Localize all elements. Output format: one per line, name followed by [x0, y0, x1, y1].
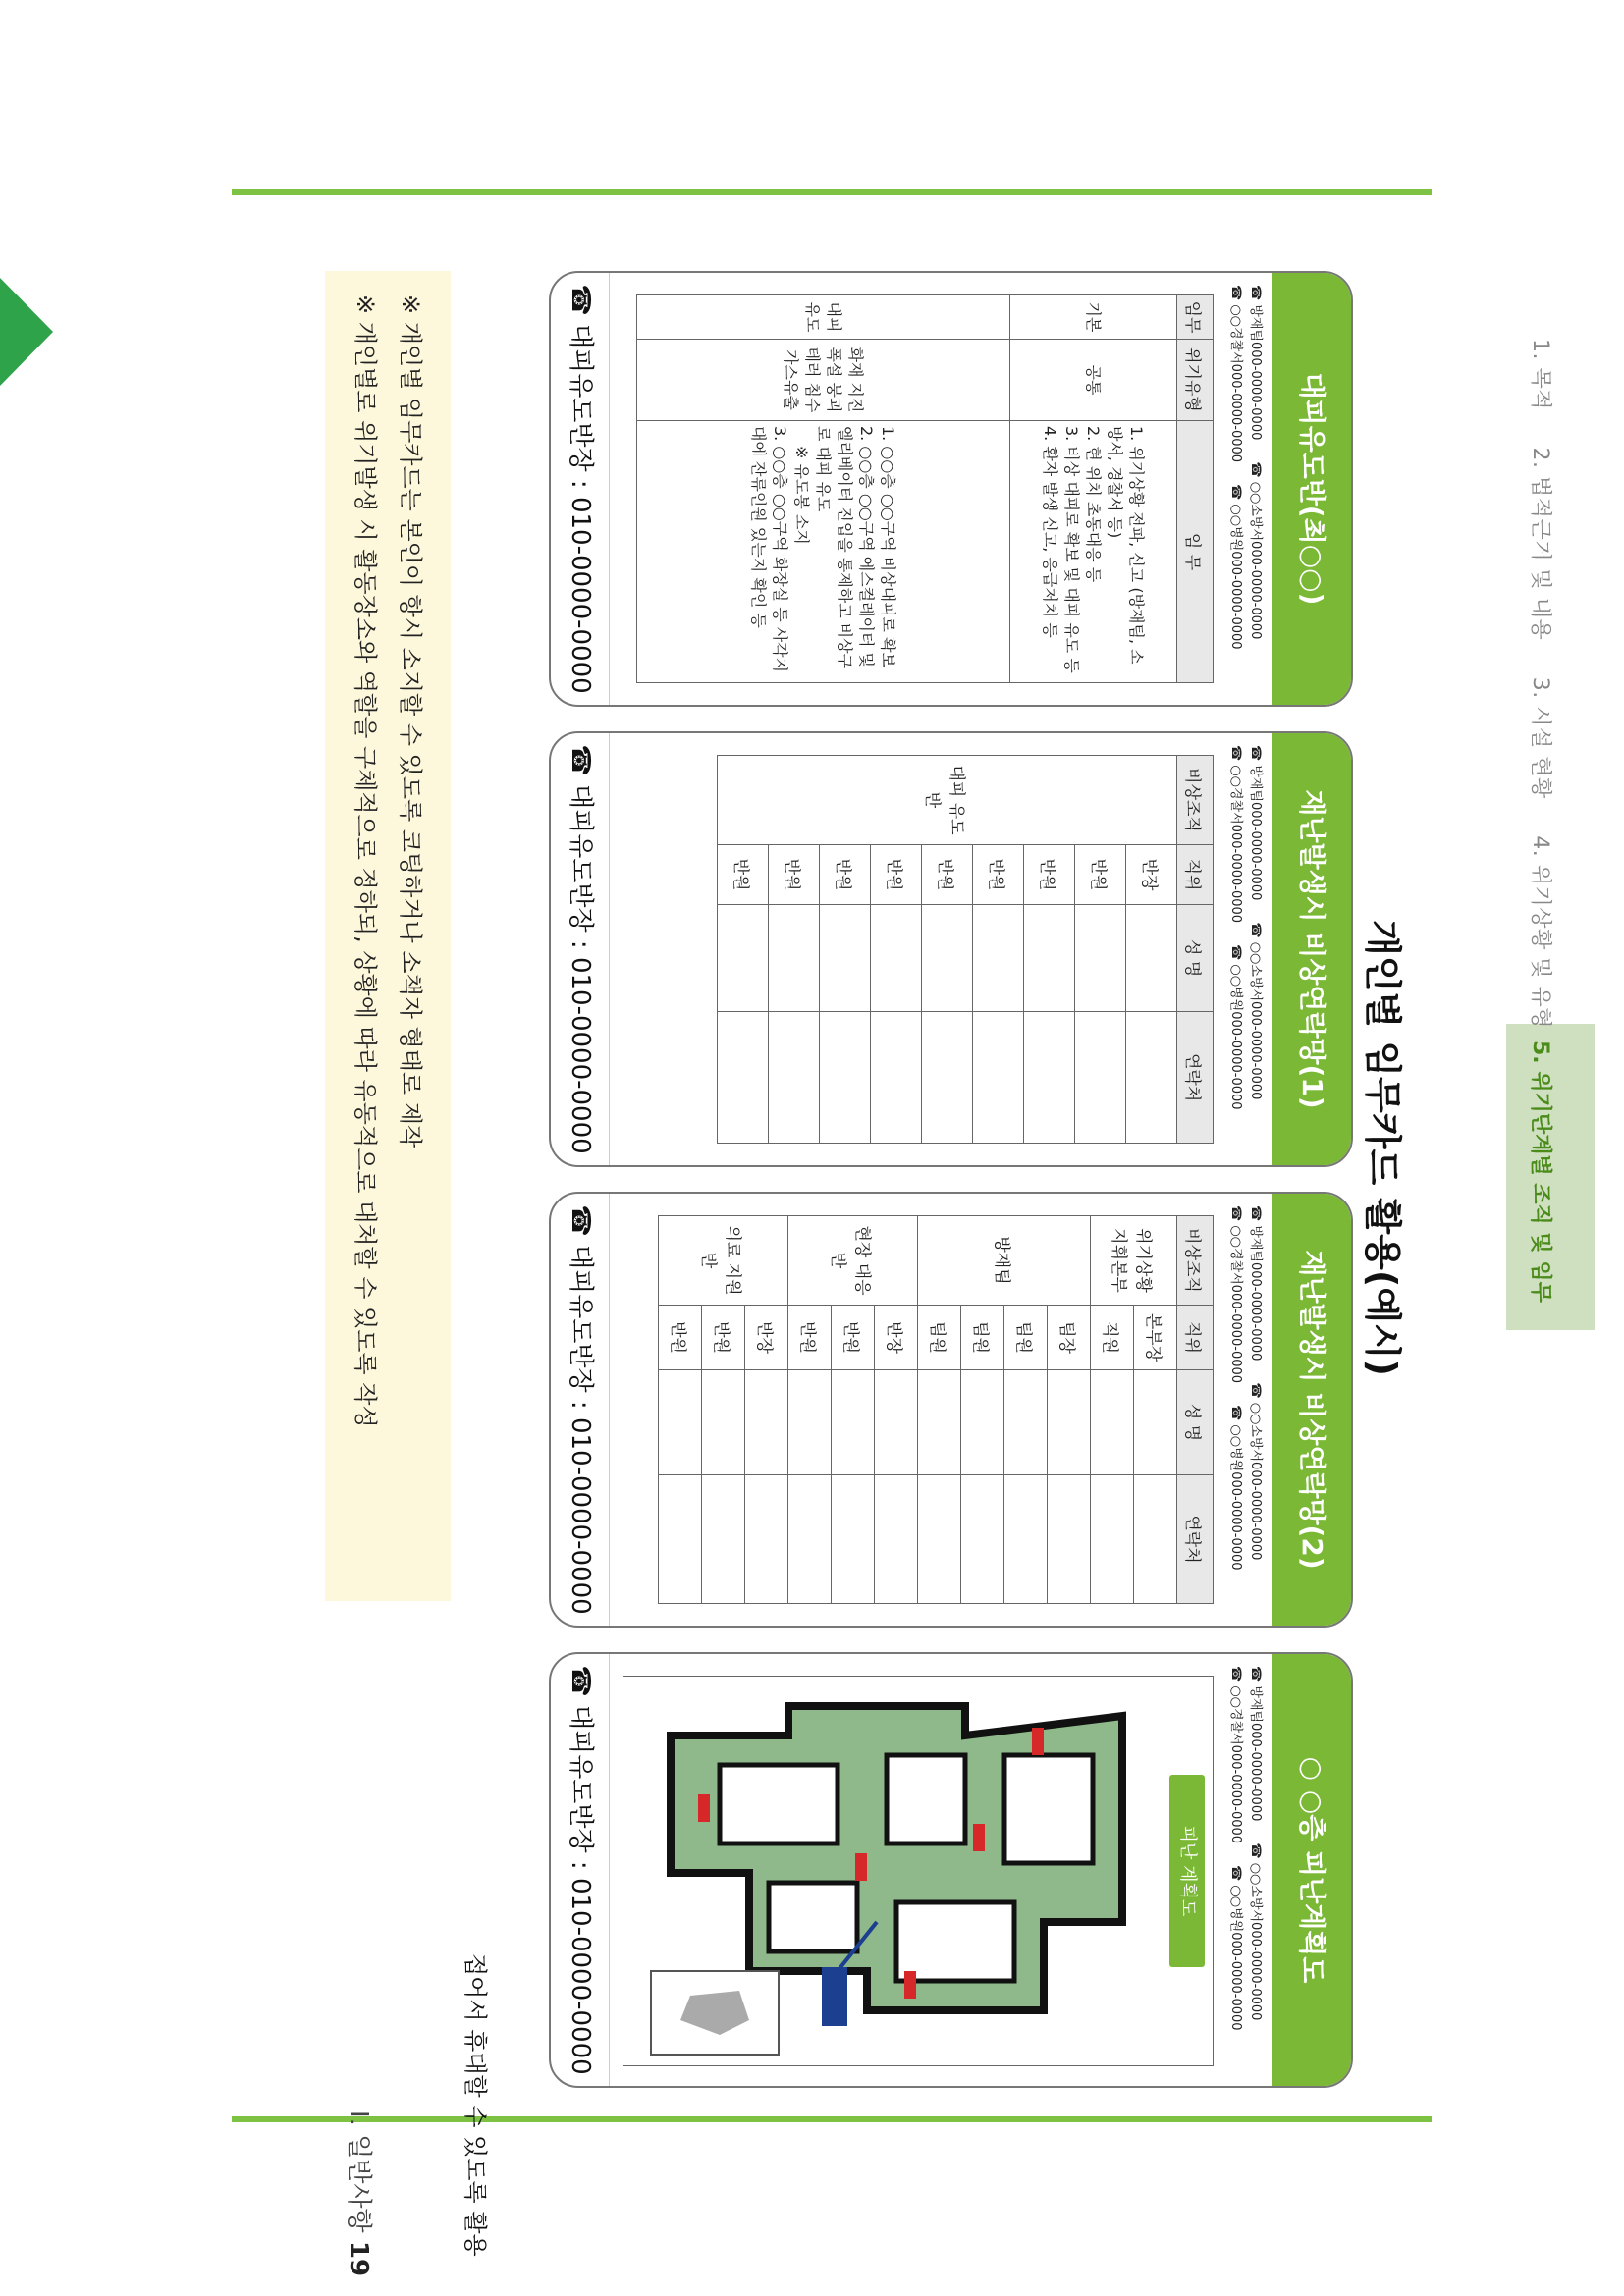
header-cell: 연락처 — [1177, 1012, 1214, 1144]
contact-card-2 — [549, 1192, 1353, 1628]
duty-item: 3. 비상 대피로 확보 및 대피 유도 등 — [1062, 426, 1082, 673]
duty-item: 4. 환자 발생 신고, 응급처치 등 — [1041, 426, 1060, 638]
header-cell: 성 명 — [1177, 905, 1214, 1012]
notes-box — [325, 271, 451, 1601]
contact-cell — [1091, 1475, 1134, 1604]
header-cell: 임 무 — [1177, 421, 1214, 683]
position-cell: 팀원 — [918, 1306, 961, 1370]
contact-cell — [788, 1475, 832, 1604]
header-cell: 직위 — [1177, 1306, 1214, 1370]
page-title: 개인별 임무카드 활용(예시) — [1361, 920, 1404, 1376]
contact-table — [658, 1215, 1214, 1604]
position-cell: 직원 — [1091, 1306, 1134, 1370]
duty-item: 2. 현 위치 초동대응 등 — [1084, 426, 1104, 583]
contact-cell — [745, 1475, 788, 1604]
header-cell: 연락처 — [1177, 1475, 1214, 1604]
nav-item-active[interactable]: 5. 위기단계별 조직 및 임무 — [1528, 1041, 1552, 1303]
position-cell: 반원 — [820, 845, 871, 905]
phone-entry: ☎ ○○병원000-0000-0000 — [1228, 1405, 1243, 1571]
phone-list — [1225, 1205, 1265, 1592]
name-cell — [875, 1370, 918, 1475]
phone-entry: ☎ 방재팀000-0000-0000 — [1248, 745, 1263, 901]
position-cell: 반원 — [973, 845, 1024, 905]
phone-entry: ☎ 방재팀000-0000-0000 — [1248, 1205, 1263, 1362]
org-group: 위기상황 지휘본부 — [1091, 1216, 1177, 1306]
contact-cell — [1048, 1475, 1091, 1604]
name-cell — [659, 1370, 702, 1475]
position-cell: 반장 — [875, 1306, 918, 1370]
org-group: 방재팀 — [918, 1216, 1091, 1306]
evacuation-card — [549, 1652, 1353, 2088]
contact-cell — [769, 1012, 820, 1144]
map-title: 피난 계획도 — [1169, 1775, 1205, 1967]
phone-list — [1225, 745, 1265, 1132]
contact-cell — [1004, 1475, 1048, 1604]
card-footer-phone: ☎ 대피유도반장 : 010-0000-0000 — [550, 273, 610, 705]
name-cell — [820, 905, 871, 1012]
position-cell: 반원 — [1024, 845, 1075, 905]
name-cell — [922, 905, 973, 1012]
name-cell — [832, 1370, 875, 1475]
name-cell — [871, 905, 922, 1012]
position-cell: 반원 — [718, 845, 769, 905]
contact-cell — [961, 1475, 1004, 1604]
floor-plan-icon — [631, 1677, 1162, 2063]
page-number: 19 — [344, 2240, 373, 2277]
position-cell: 반장 — [1126, 845, 1177, 905]
contact-cell — [875, 1475, 918, 1604]
header-cell: 위기유형 — [1177, 340, 1214, 421]
phone-entry: ☎ ○○경찰서000-0000-0000 — [1228, 285, 1243, 463]
name-cell — [1048, 1370, 1091, 1475]
nav-item[interactable]: 4. 위기상황 및 유형 — [1528, 835, 1552, 1029]
org-group: 대피 유도반 — [718, 756, 1177, 845]
contact-cell — [871, 1012, 922, 1144]
duty-table — [636, 294, 1214, 683]
contact-cell — [702, 1475, 745, 1604]
org-group: 의료 지원반 — [659, 1216, 788, 1306]
nav-triangle-icon — [0, 278, 53, 386]
duty-list — [1010, 421, 1177, 683]
org-group: 현장 대응반 — [788, 1216, 918, 1306]
footer-section: Ⅰ. 일반사항 — [344, 2110, 373, 2233]
duty-category: 기본 — [1010, 295, 1177, 340]
contact-cell — [1075, 1012, 1126, 1144]
position-cell: 팀원 — [1004, 1306, 1048, 1370]
header-cell: 비상조직 — [1177, 756, 1214, 845]
duty-item: 1. ○○층 ○○구역 비상대피로 확보 — [879, 426, 898, 668]
phone-list — [1225, 285, 1265, 671]
contact-cell — [659, 1475, 702, 1604]
phone-entry: ☎ ○○소방서000-0000-0000 — [1248, 461, 1263, 640]
contact-cell — [1024, 1012, 1075, 1144]
position-cell: 반원 — [922, 845, 973, 905]
position-cell: 팀장 — [1048, 1306, 1091, 1370]
phone-entry: ☎ ○○경찰서000-0000-0000 — [1228, 1205, 1243, 1384]
note-item: ※ 개인별 임무카드는 본인이 항시 소지할 수 있도록 코팅하거나 소책자 형태로 제작 — [397, 294, 424, 1148]
header-cell: 임무 — [1177, 295, 1214, 340]
name-cell — [961, 1370, 1004, 1475]
name-cell — [769, 905, 820, 1012]
nav-item[interactable]: 1. 목적 — [1528, 339, 1552, 410]
phone-entry: ☎ ○○소방서000-0000-0000 — [1248, 1382, 1263, 1561]
contact-card-1 — [549, 731, 1353, 1167]
card-footer-phone: ☎ 대피유도반장 : 010-0000-0000 — [550, 1654, 610, 2086]
contact-cell — [820, 1012, 871, 1144]
phone-entry: ☎ 방재팀000-0000-0000 — [1248, 285, 1263, 441]
card-title: ○ ○층 피난계획도 — [1272, 1654, 1351, 2086]
header-cell: 직위 — [1177, 845, 1214, 905]
position-cell: 반원 — [871, 845, 922, 905]
duty-item: 1. 위기상황 전파, 신고 (방재팀, 소방서, 경찰서 등) — [1106, 426, 1147, 665]
contact-cell — [1134, 1475, 1177, 1604]
contact-cell — [973, 1012, 1024, 1144]
note-item: ※ 개인별로 위기발생 시 활동장소와 역할을 구체적으로 정하되, 상황에 따라 유동적으로 대처할 수 있도록 작성 — [352, 294, 379, 1428]
card-footer-phone: ☎ 대피유도반장 : 010-0000-0000 — [550, 1194, 610, 1626]
name-cell — [718, 905, 769, 1012]
duty-card — [549, 271, 1353, 707]
duty-category: 대피유도 — [637, 295, 1010, 340]
name-cell — [918, 1370, 961, 1475]
card-title: 재난발생시 비상연락망(2) — [1272, 1194, 1351, 1626]
name-cell — [1004, 1370, 1048, 1475]
header-cell: 비상조직 — [1177, 1216, 1214, 1306]
position-cell: 반원 — [659, 1306, 702, 1370]
nav-item[interactable]: 2. 법적근거 및 내용 — [1528, 447, 1552, 641]
duty-item: ※ 유도봉 소지 — [792, 446, 812, 545]
fold-note: 접어서 휴대할 수 있도록 활용 — [461, 1953, 489, 2257]
you-are-here-marker — [822, 1967, 847, 2026]
position-cell: 반원 — [702, 1306, 745, 1370]
name-cell — [1134, 1370, 1177, 1475]
crisis-type: 화재 지진 폭설 붕괴 테러 침수 가스유출 — [637, 340, 1010, 421]
phone-entry: ☎ ○○소방서000-0000-0000 — [1248, 922, 1263, 1100]
duty-item: 3. ○○층 ○○구역 화장실 등 사각지대에 잔류인원 있는지 확인 등 — [749, 426, 790, 673]
name-cell — [1075, 905, 1126, 1012]
header-cell: 성 명 — [1177, 1370, 1214, 1475]
name-cell — [973, 905, 1024, 1012]
position-cell: 반원 — [1075, 845, 1126, 905]
name-cell — [1126, 905, 1177, 1012]
phone-list — [1225, 1666, 1265, 2053]
contact-cell — [832, 1475, 875, 1604]
name-cell — [745, 1370, 788, 1475]
phone-entry: ☎ ○○경찰서000-0000-0000 — [1228, 1666, 1243, 1844]
contact-cell — [922, 1012, 973, 1144]
position-cell: 반원 — [832, 1306, 875, 1370]
phone-entry: ☎ ○○병원000-0000-0000 — [1228, 1865, 1243, 2031]
position-cell: 반원 — [788, 1306, 832, 1370]
phone-entry: ☎ 방재팀000-0000-0000 — [1248, 1666, 1263, 1822]
card-footer-phone: ☎ 대피유도반장 : 010-0000-0000 — [550, 733, 610, 1165]
phone-entry: ☎ ○○경찰서000-0000-0000 — [1228, 745, 1243, 924]
card-title: 재난발생시 비상연락망(1) — [1272, 733, 1351, 1165]
duty-item: 2. ○○층 ○○구역 에스컬레이터 및 엘리베이터 진입을 통제하고 비상구로 대피 유도 — [814, 426, 877, 669]
position-cell: 본부장 — [1134, 1306, 1177, 1370]
duty-list — [637, 421, 1010, 683]
phone-entry: ☎ ○○소방서000-0000-0000 — [1248, 1842, 1263, 2021]
phone-entry: ☎ ○○병원000-0000-0000 — [1228, 944, 1243, 1110]
card-title: 대피유도반(최○○) — [1272, 273, 1351, 705]
contact-cell — [718, 1012, 769, 1144]
phone-entry: ☎ ○○병원000-0000-0000 — [1228, 484, 1243, 650]
contact-cell — [1126, 1012, 1177, 1144]
name-cell — [1091, 1370, 1134, 1475]
position-cell: 팀원 — [961, 1306, 1004, 1370]
crisis-type: 공통 — [1010, 340, 1177, 421]
section-nav — [1527, 339, 1557, 1058]
contact-table — [717, 755, 1214, 1144]
name-cell — [702, 1370, 745, 1475]
name-cell — [788, 1370, 832, 1475]
page-footer — [343, 2110, 379, 2276]
position-cell: 반장 — [745, 1306, 788, 1370]
evacuation-map — [623, 1676, 1214, 2066]
position-cell: 반원 — [769, 845, 820, 905]
name-cell — [1024, 905, 1075, 1012]
contact-cell — [918, 1475, 961, 1604]
nav-item[interactable]: 3. 시설 현황 — [1528, 676, 1552, 799]
